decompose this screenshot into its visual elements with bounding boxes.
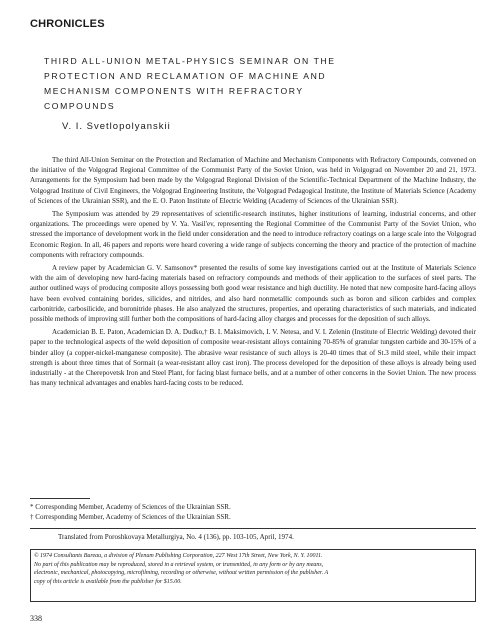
section-header: CHRONICLES [30,18,105,30]
title-line: COMPOUNDS [44,101,116,111]
body-paragraph: The Symposium was attended by 29 representatives of scientific-research institutes, higher institutions of learning, industrial concerns, and other organizations. The proceedings were opened by V. Ya. Vasil'ev, representing the Regional Committee of the Communist Party of the Soviet Union, who stressed the importance of development work in the field under consideration and the need to introduce refractory coatings on a large scale into the Volgograd Economic Region. In all, 46 papers and reports were heard covering a wide range of subjects concerning the theory and practice of the protection of machine components with refractory compounds. [30,210,476,259]
translation-divider [30,528,476,529]
translation-source: Translated from Poroshkovaya Metallurgiya, No. 4 (136), pp. 103-105, April, 1974. [58,533,294,541]
body-paragraph: The third All-Union Seminar on the Protection and Reclamation of Machine and Mechanism Components with Refractory Compounds, convened on the initiative of the Volgograd Regional Committee of the Communist Party of the Soviet Union, was held in Volgograd on November 20 and 21, 1973. Arrangements for the Symposium had been made by the Volgograd Regional Division of the Scientific-Technical Department of the Machine Industry, the Volgograd Institute of Civil Engineers, the Volgograd Engineering Institute, the Volgograd Pedagogical Institute, the Institute of Materials Science (Academy of Sciences of the Ukrainian SSR), and the E. O. Paton Institute of Electric Welding (Academy of Sciences of the Ukrainian SSR). [30,156,476,205]
footnote: † Corresponding Member, Academy of Sciences of the Ukrainian SSR. [30,513,231,521]
title-line: THIRD ALL-UNION METAL-PHYSICS SEMINAR ON THE [44,56,336,66]
body-paragraph: A review paper by Academician G. V. Samsonov* presented the results of some key investigations carried out at the Institute of Materials Science with the aim of developing new hard-facing materials based on refractory compounds and methods of their application to the surfaces of steel parts. The author outlined ways of producing composite alloys possessing both good wear resistance and high ductility. He noted that new composite hard-facing alloys have been evolved containing borides, silicides, and nitrides, and also hard nonmetallic compounds such as boron and silicon carbides and complex carbonitride, carbosilicide, and boronitride phases. He also analyzed the structures, properties, and operating characteristics of such materials, and indicated possible methods of improving still further both the compositions of hard-facing alloy charges and processes for the deposition of such alloys. [30,264,476,324]
copyright-line: No part of this publication may be reproduced, stored in a retrieval system, or transmitted, in any form or by any means, [34,561,324,568]
copyright-line: copy of this article is available from the publisher for $15.00. [34,578,182,585]
footnote: * Corresponding Member, Academy of Sciences of the Ukrainian SSR. [30,503,231,511]
article-author: V. I. Svetlopolyanskii [62,121,171,132]
footnote-divider [30,498,90,499]
page-number: 338 [30,614,42,623]
copyright-line: electronic, mechanical, photocopying, microfilming, recording or otherwise, without written permission of the publisher. A [34,570,329,577]
copyright-notice [30,549,476,602]
title-line: PROTECTION AND RECLAMATION OF MACHINE AND [44,71,327,81]
footnotes [30,502,476,522]
article-body [30,155,476,391]
title-line: MECHANISM COMPONENTS WITH REFRACTORY [44,86,304,96]
body-paragraph: Academician B. E. Paton, Academician D. A. Dudko,† B. I. Maksimovich, I. V. Netesa, and V. I. Zelenin (Institute of Electric Welding) devoted their paper to the technological aspects of the weld deposition of composite wear-resistant alloys containing 70-85% of granular tungsten carbide and 30-15% of a binder alloy (a copper-nickel-manganese composite). The abrasive wear resistance of such alloys is 20-40 times that of St.3 mild steel, while their impact strength is about three times that of Sormait (a wear-resistant alloy cast iron). The process developed for the deposition of these alloys is already being used industrially - at the Cherepovetsk Iron and Steel Plant, for facing blast furnace bells, and at a number of other concerns in the Soviet Union. The new process has many technical advantages and enables hard-facing costs to be reduced. [30,328,476,388]
copyright-line: © 1974 Consultants Bureau, a division of Plenum Publishing Corporation, 227 West 17th Street, New York, N. Y. 10011. [34,553,323,559]
article-title [44,54,464,114]
